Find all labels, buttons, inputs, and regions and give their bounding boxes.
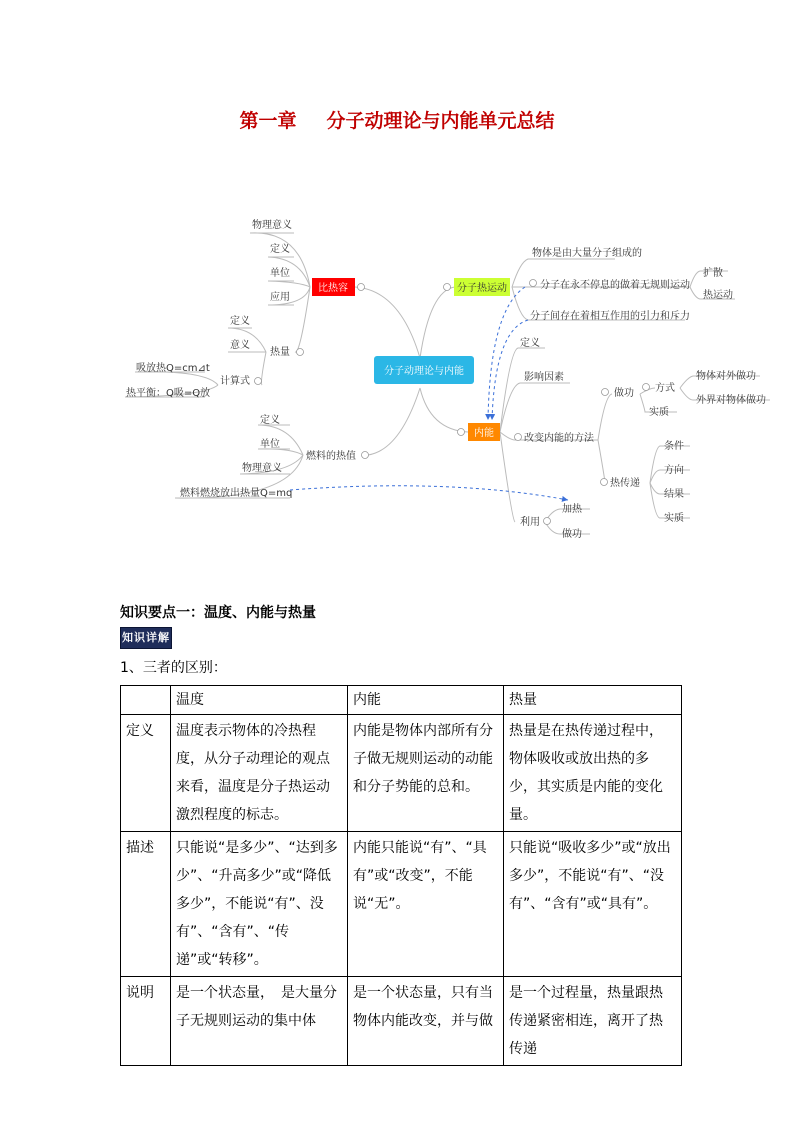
ranliao-item: 物理意义 [242,463,282,474]
reliang-label: 热量 [270,347,290,358]
table-cell: 只能说“是多少”、“达到多少”、“升高多少”或“降低多少”，不能说“有”、没有”、“含有”、“传递”或“转移”。 [171,832,348,977]
fenzi-item: 物体是由大量分子组成的 [532,248,642,259]
neineng-item: 改变内能的方法 [524,433,594,444]
list-intro: 1、三者的区别： [120,660,227,676]
table-header-cell [121,686,171,715]
table-header-cell: 热量 [504,686,682,715]
ranliao-label: 燃料的热值 [306,451,356,462]
mind-map [0,0,794,560]
neineng-item: 影响因素 [524,372,564,383]
rechuandi-item: 实质 [664,513,684,524]
bijire-item: 应用 [270,292,290,303]
table-row [121,977,682,1066]
fangshi-label: 方式 [655,383,675,394]
neineng-item: 定义 [520,338,540,349]
jisuanshi-item: 热平衡：Q吸=Q放 [126,388,211,399]
section-heading: 知识要点一：温度、内能与热量 [120,605,316,621]
fenzi-sub: 扩散 [703,268,723,279]
mindmap-center: 分子动理论与内能 [384,366,464,377]
fangshi-item: 物体对外做功 [696,371,756,382]
jisuanshi-label: 计算式 [220,376,250,387]
mindmap-fenzi: 分子热运动 [457,283,507,294]
rechuandi-label: 热传递 [610,478,640,489]
table-cell: 内能是物体内部所有分子做无规则运动的动能和分子势能的总和。 [348,715,504,832]
bijire-item: 定义 [270,244,290,255]
shizhi-label: 实质 [649,407,669,418]
table-cell: 内能只能说“有”、“具有”或“改变”，不能说“无”。 [348,832,504,977]
rechuandi-item: 方向 [664,465,684,476]
fenzi-item: 分子在永不停息的做着无规则运动 [540,280,690,291]
table-row [121,832,682,977]
reliang-item: 意义 [230,340,250,351]
mindmap-bijire: 比热容 [318,283,348,294]
bijire-item: 单位 [270,268,290,279]
mindmap-neineng: 内能 [474,428,494,439]
table-header-cell: 内能 [348,686,504,715]
neineng-item: 利用 [520,517,540,528]
fangshi-item: 外界对物体做功 [696,395,766,406]
table-header-cell: 温度 [171,686,348,715]
table-cell: 是一个状态量，只有当物体内能改变，并与做 [348,977,504,1066]
ranliao-item: 单位 [260,439,280,450]
jisuanshi-item: 吸放热Q=cm⊿t [136,363,210,374]
table-cell: 描述 [121,832,171,977]
liyong-item: 做功 [562,529,582,540]
comparison-table [120,685,682,1066]
table-cell: 温度表示物体的冷热程度，从分子动理论的观点来看，温度是分子热运动激烈程度的标志。 [171,715,348,832]
zuogong-label: 做功 [614,388,634,399]
fenzi-sub: 热运动 [703,290,733,301]
bijire-item: 物理意义 [252,220,292,231]
table-cell: 热量是在热传递过程中，物体吸收或放出热的多少，其实质是内能的变化量。 [504,715,682,832]
reliang-item: 定义 [230,316,250,327]
table-cell: 定义 [121,715,171,832]
knowledge-badge: 知识详解 [120,627,172,649]
fenzi-item: 分子间存在着相互作用的引力和斥力 [530,311,690,322]
liyong-item: 加热 [562,504,582,515]
ranliao-item: 定义 [260,415,280,426]
ranliao-item: 燃料燃烧放出热量Q=mq [180,488,293,499]
rechuandi-item: 结果 [664,489,684,500]
table-cell: 说明 [121,977,171,1066]
page-title: 第一章 分子动理论与内能单元总结 [239,110,555,132]
table-cell: 是一个过程量，热量跟热传递紧密相连，离开了热传递 [504,977,682,1066]
table-header-row [121,686,682,715]
table-row [121,715,682,832]
table-cell: 只能说“吸收多少”或“放出多少”，不能说“有”、“没有”、“含有”或“具有”。 [504,832,682,977]
table-cell: 是一个状态量， 是大量分子无规则运动的集中体 [171,977,348,1066]
rechuandi-item: 条件 [664,441,684,452]
